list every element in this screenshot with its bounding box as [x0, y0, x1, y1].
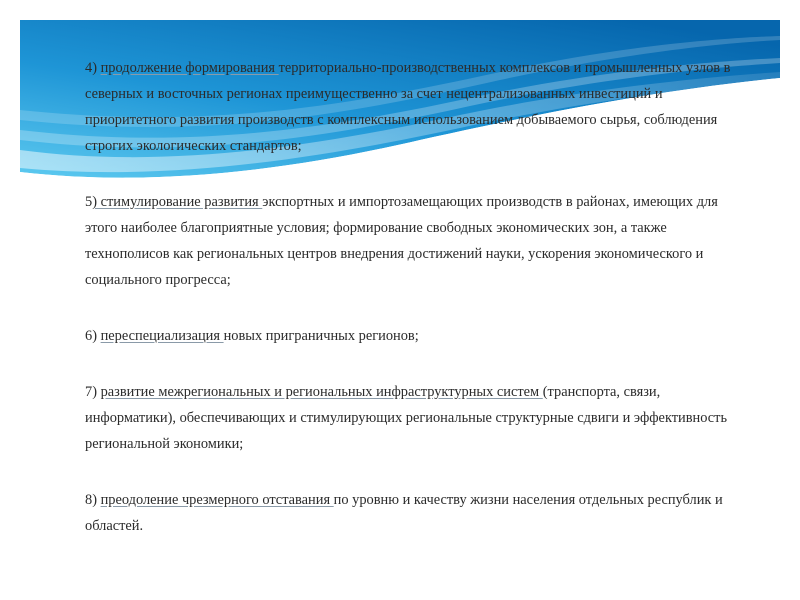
list-item-8	[85, 487, 735, 539]
item-text: территориально-производственных комплексов и промышленных узлов в северных и восточных регионах преимущественно за счет нецентрализованных инвестиций и приоритетного развития производств с комплексным использованием добываемого сырья, соблюдения строгих экологических стандартов;	[85, 60, 731, 154]
item-number: 6)	[85, 328, 101, 344]
item-text: новых приграничных регионов;	[223, 328, 419, 344]
item-number: 7)	[85, 384, 101, 400]
item-number: 5	[85, 194, 93, 210]
list-item-6	[85, 323, 735, 349]
item-keyphrase: развитие межрегиональных и региональных инфраструктурных систем	[100, 384, 543, 400]
item-text: по уровню и качеству жизни населения отдельных республик и областей.	[85, 492, 723, 534]
item-number: 8)	[85, 492, 101, 508]
item-number: 4)	[85, 60, 101, 76]
item-text: экспортных и импортозамещающих производств в районах, имеющих для этого наиболее благоприятные условия; формирование свободных экономических зон, а также технополисов как региональных центров внедрения достижений науки, ускорения экономического и социального прогресса;	[85, 194, 718, 288]
list-item-5	[85, 189, 735, 293]
item-keyphrase: преодоление чрезмерного отставания	[100, 492, 334, 508]
list-item-7	[85, 379, 735, 457]
text-content	[85, 55, 735, 569]
list-item-4	[85, 55, 735, 159]
item-keyphrase: продолжение формирования	[100, 60, 279, 76]
item-keyphrase: переспециализация	[100, 328, 224, 344]
item-keyphrase: ) стимулирование развития	[92, 194, 263, 210]
item-text: (транспорта, связи, информатики), обеспечивающих и стимулирующих региональные структурные сдвиги и эффективность региональной экономики;	[85, 384, 728, 452]
